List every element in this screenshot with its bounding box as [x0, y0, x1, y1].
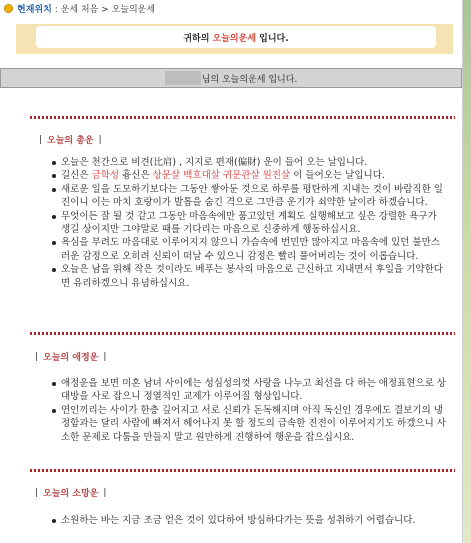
page-title-prefix: 귀하의 [183, 33, 210, 44]
section-divider [30, 332, 455, 335]
section-title-wish-text: 오늘의 소망운 [43, 489, 99, 499]
fortune-bullet [52, 183, 447, 210]
section-title-wish [30, 486, 111, 499]
bullet-text: 새로운 일을 도모하기보다는 그동안 쌓아둔 것으로 하루를 평탄하게 지내는 것이 바람직한 일진이니 이는 마치 호랑이가 발톱을 숨긴 격으로 그만큼 운기가 쇠약한 날이라 하겠습니다. [61, 183, 443, 209]
section-divider [30, 116, 455, 119]
fortune-bullet [52, 169, 447, 182]
fortune-bullet [52, 210, 447, 237]
user-name-bar-text: 님의 오늘의운세 입니다. [201, 74, 298, 85]
user-name-bar [0, 68, 462, 88]
title-bar-right: | [98, 134, 102, 145]
love-fortune-list [52, 377, 447, 444]
bullet-text: 소원하는 바는 지금 조금 얻은 것이 있다하여 방심하다가는 뜻을 성취하기 어렵습니다. [61, 515, 416, 526]
bullet-text: 오늘은 남을 위해 작은 것이라도 베푸는 봉사의 마음으로 근신하고 지내면서 후일을 기약한다면 유리하겠으니 유념하십시요. [61, 264, 443, 289]
masked-user-name [165, 71, 201, 85]
bullet-text: 길신은 [61, 170, 92, 182]
section-title-overall-text: 오늘의 총운 [47, 136, 94, 146]
right-edge-decoration [463, 0, 471, 543]
title-bar-left: | [35, 487, 39, 498]
bullet-text: 애정운을 보면 미혼 남녀 사이에는 성심성의껏 사랑을 나누고 최선을 다 하는 애정표현으로 상대방을 사로 잡으니 정열적인 교제가 이루어질 형상입니다. [61, 378, 446, 403]
bullet-text: 무엇이든 잘 될 것 같고 그동안 마음속에만 품고있던 계획도 실행해보고 싶은 강렬한 욕구가 생길 상이지만 그야말로 때를 기다리는 마음으로 신중하게 행동하십시요. [61, 210, 437, 236]
location-path-text[interactable]: 운세 처음 > 오늘의운세 [60, 4, 156, 15]
bullet-text: 흉신은 [119, 170, 153, 182]
bullet-text: 오늘은 천간으로 비견(比肩) , 지지로 편재(偏財) 운이 들어 오는 날입니다. [61, 157, 368, 168]
right-edge-separator [462, 0, 463, 543]
location-bar [0, 0, 471, 16]
fortune-bullet [52, 514, 447, 527]
fortune-bullet [52, 263, 447, 290]
title-bar-right: | [103, 487, 107, 498]
page-title-highlight: 오늘의운세 [212, 33, 257, 44]
bullet-text: 욕심을 부려도 마음대로 이루어지지 않으니 가슴속에 번민만 많아지고 마음속에 있던 불만스러운 감정으로 오히려 신뢰이 떠날 수 있으니 감정은 빨리 풀어버리는 것이 이롭습니다. [61, 237, 440, 262]
page-title [36, 26, 436, 48]
fortune-bullet [52, 404, 447, 444]
section-divider [30, 469, 455, 472]
title-bar-right: | [103, 351, 107, 362]
title-bar-left: | [39, 134, 43, 145]
section-title-overall [34, 133, 107, 146]
title-bar-left: | [35, 351, 39, 362]
bullet-text: 이 들어오는 날입니다. [290, 170, 385, 182]
location-path: : 운세 처음 > 오늘의운세 [54, 4, 156, 15]
highlighted-term: 금학성 [91, 170, 120, 182]
page-title-suffix: 입니다. [259, 33, 289, 44]
fortune-bullet [52, 377, 447, 404]
location-label: 현재위치 [17, 4, 52, 15]
section-title-love-text: 오늘의 애정운 [43, 353, 99, 363]
location-marker-icon [4, 4, 13, 13]
section-title-love [30, 350, 111, 363]
wish-fortune-list [52, 514, 447, 527]
fortune-bullet [52, 236, 447, 263]
overall-fortune-list [52, 156, 447, 290]
bullet-text: 연인끼리는 사이가 한층 깊어지고 서로 신뢰가 돈독해지며 아직 독신인 경우에도 결보기의 냉정함과는 달리 사람에 빠져서 헤어나지 못 할 정도의 급속한 진전이 이루어지기도 하겠으니 사소한 문제로 다툼을 만들지 말고 원만하게 진행하여 행운을 잡으십시요. [61, 404, 446, 443]
highlighted-term: 상문살 백호대살 귀문관살 원진살 [152, 170, 291, 182]
fortune-bullet [52, 156, 447, 169]
